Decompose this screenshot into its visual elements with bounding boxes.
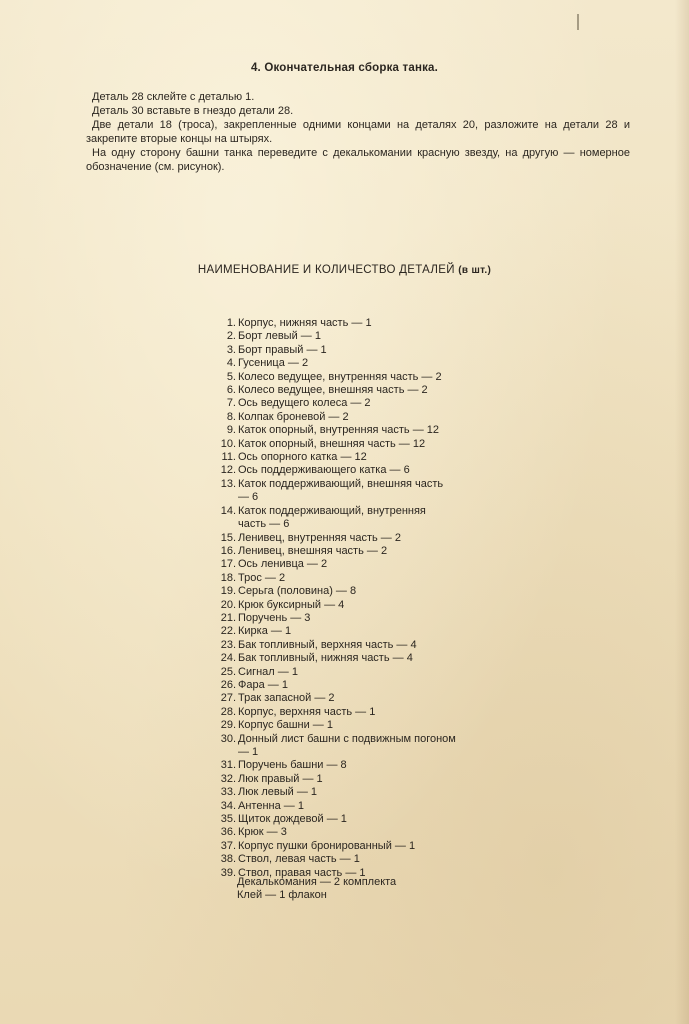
part-description: Ствол, правая часть — 1 — [238, 866, 366, 879]
parts-list-item — [212, 411, 512, 424]
part-number: 32. — [220, 772, 236, 785]
instruction-paragraph: На одну сторону башни танка переведите с декалькомании красную звезду, на другую — номерное обозначение (см. рисунок). — [86, 147, 630, 173]
parts-extras — [237, 876, 396, 903]
parts-list-item — [212, 585, 512, 598]
parts-list-item — [212, 532, 512, 545]
part-number: 24. — [220, 652, 236, 665]
instruction-paragraph: Две детали 18 (троса), закрепленные одними концами на деталях 20, разложите на детали 28 и закрепите вторые концы на штырях. — [86, 119, 630, 145]
parts-list-item — [212, 397, 512, 410]
part-description: Ось ленивца — 2 — [238, 558, 328, 571]
part-number: 2. — [226, 330, 236, 343]
part-description: Поручень — 3 — [238, 611, 311, 624]
parts-list-item — [212, 706, 512, 719]
part-description: Кирка — 1 — [238, 625, 292, 638]
part-description: Люк левый — 1 — [238, 786, 317, 799]
parts-list-item — [212, 558, 512, 571]
part-number: 5. — [226, 370, 236, 383]
part-number: 35. — [220, 813, 236, 826]
part-description: Бак топливный, нижняя часть — 4 — [238, 652, 413, 665]
part-number: 12. — [220, 464, 236, 477]
parts-list-item — [212, 625, 512, 638]
part-number: 20. — [220, 598, 236, 611]
part-description: Колесо ведущее, внешняя часть — 2 — [238, 384, 428, 397]
parts-list-item — [212, 438, 512, 451]
part-description: Сигнал — 1 — [238, 665, 298, 678]
parts-list — [212, 317, 512, 880]
part-description: Корпус пушки бронированный — 1 — [238, 839, 416, 852]
parts-list-item — [212, 330, 512, 343]
assembly-instructions — [86, 90, 630, 174]
parts-list-item — [212, 773, 512, 786]
part-number: 6. — [226, 384, 236, 397]
part-number: 18. — [220, 571, 236, 584]
parts-list-item — [212, 545, 512, 558]
part-number: 3. — [226, 343, 236, 356]
parts-list-item — [212, 639, 512, 652]
part-number: 37. — [220, 839, 236, 852]
part-number: 4. — [226, 357, 236, 370]
part-number: 13. — [220, 477, 236, 490]
part-number: 21. — [220, 611, 236, 624]
part-description: Каток опорный, внутренняя часть — 12 — [238, 424, 440, 437]
part-number: 31. — [220, 759, 236, 772]
parts-list-title: НАИМЕНОВАНИЕ И КОЛИЧЕСТВО ДЕТАЛЕЙ — [197, 264, 455, 276]
section-title: 4. Окончательная сборка танка. — [250, 62, 439, 74]
part-description: Бак топливный, верхняя часть — 4 — [238, 638, 417, 651]
part-description: Серьга (половина) — 8 — [238, 585, 357, 598]
parts-list-item — [212, 599, 512, 612]
part-number: 28. — [220, 705, 236, 718]
part-description: Крюк — 3 — [238, 826, 287, 839]
parts-list-item — [212, 692, 512, 705]
instruction-paragraph: Деталь 28 склейте с деталью 1. — [92, 91, 255, 103]
parts-list-item — [212, 357, 512, 370]
parts-list-item — [212, 853, 512, 866]
parts-list-item — [212, 317, 512, 330]
parts-list-item — [212, 505, 512, 532]
part-description: Каток поддерживающий, внешняя часть — 6 — [238, 477, 444, 504]
extra-item: Декалькомания — 2 комплекта — [237, 876, 397, 888]
part-description: Корпус башни — 1 — [238, 719, 333, 732]
part-description: Ствол, левая часть — 1 — [238, 853, 360, 866]
parts-list-item — [212, 840, 512, 853]
part-number: 34. — [220, 799, 236, 812]
parts-list-item — [212, 666, 512, 679]
part-number: 9. — [226, 424, 236, 437]
extra-item: Клей — 1 флакон — [237, 889, 327, 902]
part-number: 30. — [220, 732, 236, 745]
parts-list-unit: (в шт.) — [458, 265, 492, 276]
part-number: 7. — [226, 397, 236, 410]
parts-list-item — [212, 572, 512, 585]
part-number: 1. — [226, 317, 236, 329]
part-number: 17. — [220, 558, 236, 571]
part-number: 15. — [220, 531, 236, 544]
part-number: 16. — [220, 544, 236, 557]
part-description: Трос — 2 — [238, 571, 286, 584]
parts-list-item — [212, 826, 512, 839]
instruction-paragraph: Деталь 30 вставьте в гнездо детали 28. — [92, 105, 294, 117]
parts-list-item — [212, 478, 512, 505]
part-description: Донный лист башни с подвижным погоном — 1 — [238, 732, 456, 758]
parts-list-item — [212, 679, 512, 692]
part-description: Ленивец, внешняя часть — 2 — [238, 544, 388, 557]
parts-list-item — [212, 786, 512, 799]
part-description: Корпус, нижняя часть — 1 — [238, 317, 372, 329]
part-number: 25. — [220, 665, 236, 678]
part-number: 10. — [220, 437, 236, 450]
parts-list-item — [212, 344, 512, 357]
parts-list-item — [212, 451, 512, 464]
part-description: Борт правый — 1 — [238, 343, 327, 356]
parts-list-item — [212, 424, 512, 437]
part-number: 14. — [220, 504, 236, 517]
part-number: 27. — [220, 692, 236, 705]
parts-list-item — [212, 733, 512, 760]
part-description: Антенна — 1 — [238, 799, 304, 812]
part-number: 19. — [220, 585, 236, 598]
parts-list-item — [212, 371, 512, 384]
part-description: Корпус, верхняя часть — 1 — [238, 705, 376, 718]
part-description: Ось ведущего колеса — 2 — [238, 397, 371, 410]
part-description: Колесо ведущее, внутренняя часть — 2 — [238, 370, 442, 383]
part-number: 29. — [220, 719, 236, 732]
part-description: Ось опорного катка — 12 — [238, 451, 367, 464]
parts-list-item — [212, 384, 512, 397]
part-number: 33. — [220, 786, 236, 799]
part-description: Колпак броневой — 2 — [238, 410, 349, 423]
parts-list-item — [212, 719, 512, 732]
part-number: 22. — [220, 625, 236, 638]
part-description: Поручень башни — 8 — [238, 759, 347, 772]
part-number: 39. — [220, 866, 236, 879]
part-description: Трак запасной — 2 — [238, 692, 335, 705]
part-description: Крюк буксирный — 4 — [238, 598, 345, 611]
parts-list-item — [212, 759, 512, 772]
part-description: Каток опорный, внешняя часть — 12 — [238, 437, 426, 450]
part-description: Ось поддерживающего катка — 6 — [238, 464, 410, 477]
part-number: 11. — [221, 451, 236, 464]
part-description: Гусеница — 2 — [238, 357, 309, 370]
part-description: Ленивец, внутренняя часть — 2 — [238, 531, 401, 544]
part-description: Люк правый — 1 — [238, 772, 323, 785]
parts-list-item — [212, 652, 512, 665]
parts-list-item — [212, 800, 512, 813]
part-number: 26. — [220, 678, 236, 691]
parts-list-item — [212, 612, 512, 625]
parts-list-item — [212, 464, 512, 477]
part-description: Щиток дождевой — 1 — [238, 813, 347, 826]
parts-list-item — [212, 813, 512, 826]
part-description: Фара — 1 — [238, 678, 288, 691]
part-description: Борт левый — 1 — [238, 330, 321, 343]
paper-mark — [577, 14, 579, 30]
part-number: 38. — [220, 853, 236, 866]
part-description: Каток поддерживающий, внутренняя часть — 6 — [238, 504, 426, 531]
part-number: 8. — [226, 410, 236, 423]
part-number: 36. — [220, 826, 236, 839]
part-number: 23. — [220, 638, 236, 651]
parts-list-heading — [0, 264, 689, 276]
